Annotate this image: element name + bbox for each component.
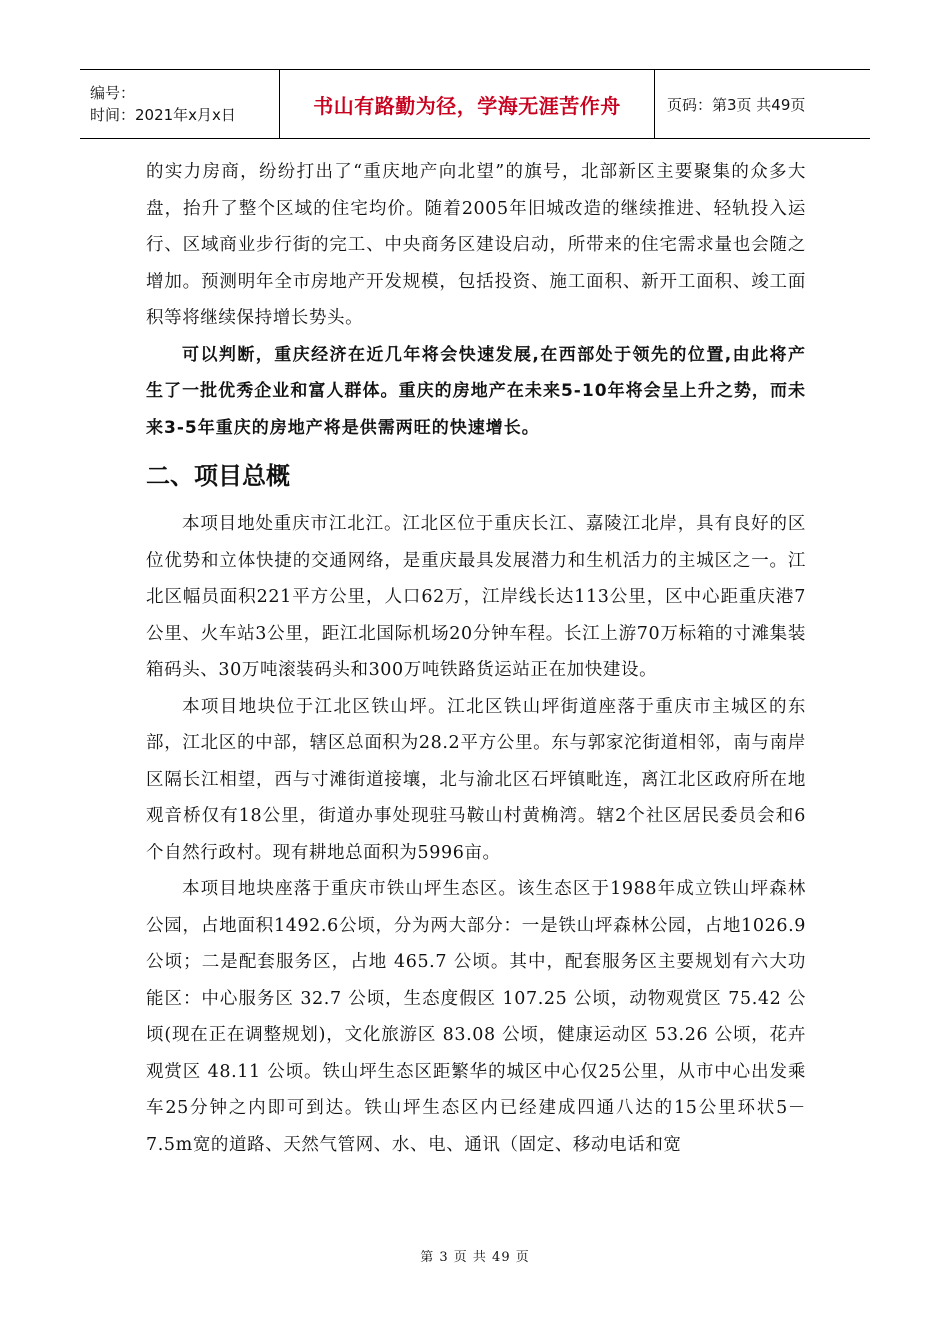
paragraph-3: 本项目地处重庆市江北江。江北区位于重庆长江、嘉陵江北岸，具有良好的区位优势和立体快捷的交通网络，是重庆最具发展潜力和生机活力的主城区之一。江北区幅员面积221平方公里，人口62万，江岸线长达113公里，区中心距重庆港7公里、火车站3公里，距江北国际机场20分钟车程。长江上游70万标箱的寸滩集装箱码头、30万吨滚装码头和300万吨铁路货运站正在加快建设。	[146, 514, 806, 680]
header-code-label: 编号：	[90, 84, 136, 102]
header-page-info: 页码：第3页 共49页	[667, 95, 806, 114]
header-time: 时间：2021年x月x日	[90, 106, 236, 124]
header-meta	[80, 70, 280, 138]
document-body	[146, 154, 806, 1163]
page-footer: 第 3 页 共 49 页	[420, 1250, 530, 1265]
header-motto: 书山有路勤为径，学海无涯苦作舟	[280, 70, 655, 138]
section-heading: 二、项目总概	[146, 462, 290, 490]
paragraph-2-bold: 可以判断，重庆经济在近几年将会快速发展,在西部处于领先的位置,由此将产生了一批优秀企业和富人群体。重庆的房地产在未来5-10年将会呈上升之势，而未来3-5年重庆的房地产将是供需两旺的快速增长。	[146, 344, 806, 438]
paragraph-5: 本项目地块座落于重庆市铁山坪生态区。该生态区于1988年成立铁山坪森林公园，占地面积1492.6公顷，分为两大部分：一是铁山坪森林公园，占地1026.9 公顷；二是配套服务区，占地 465.7 公顷。其中，配套服务区主要规划有六大功能区：中心服务区 32.7 公顷，生态度假区 107.25 公顷，动物观赏区 75.42 公顷(现在正在调整规划)，文化旅游区 83.08 公顷，健康运动区 53.26 公顷，花卉观赏区 48.11 公顷。铁山坪生态区距繁华的城区中心仅25公里，从市中心出发乘车25分钟之内即可到达。铁山坪生态区内已经建成四通八达的15公里环状5－7.5m宽的道路、天然气管网、水、电、通讯（固定、移动电话和宽	[146, 879, 806, 1155]
paragraph-4: 本项目地块位于江北区铁山坪。江北区铁山坪街道座落于重庆市主城区的东部，江北区的中部，辖区总面积为28.2平方公里。东与郭家沱街道相邻，南与南岸区隔长江相望，西与寸滩街道接壤，北与渝北区石坪镇毗连，离江北区政府所在地观音桥仅有18公里，街道办事处现驻马鞍山村黄桷湾。辖2个社区居民委员会和6个自然行政村。现有耕地总面积为5996亩。	[146, 696, 806, 863]
page-header	[80, 69, 870, 139]
paragraph-1: 的实力房商，纷纷打出了“重庆地产向北望”的旗号，北部新区主要聚集的众多大盘，抬升了整个区域的住宅均价。随着2005年旧城改造的继续推进、轻轨投入运行、区域商业步行街的完工、中央商务区建设启动，所带来的住宅需求量也会随之增加。预测明年全市房地产开发规模，包括投资、施工面积、新开工面积、竣工面积等将继续保持增长势头。	[146, 162, 806, 328]
